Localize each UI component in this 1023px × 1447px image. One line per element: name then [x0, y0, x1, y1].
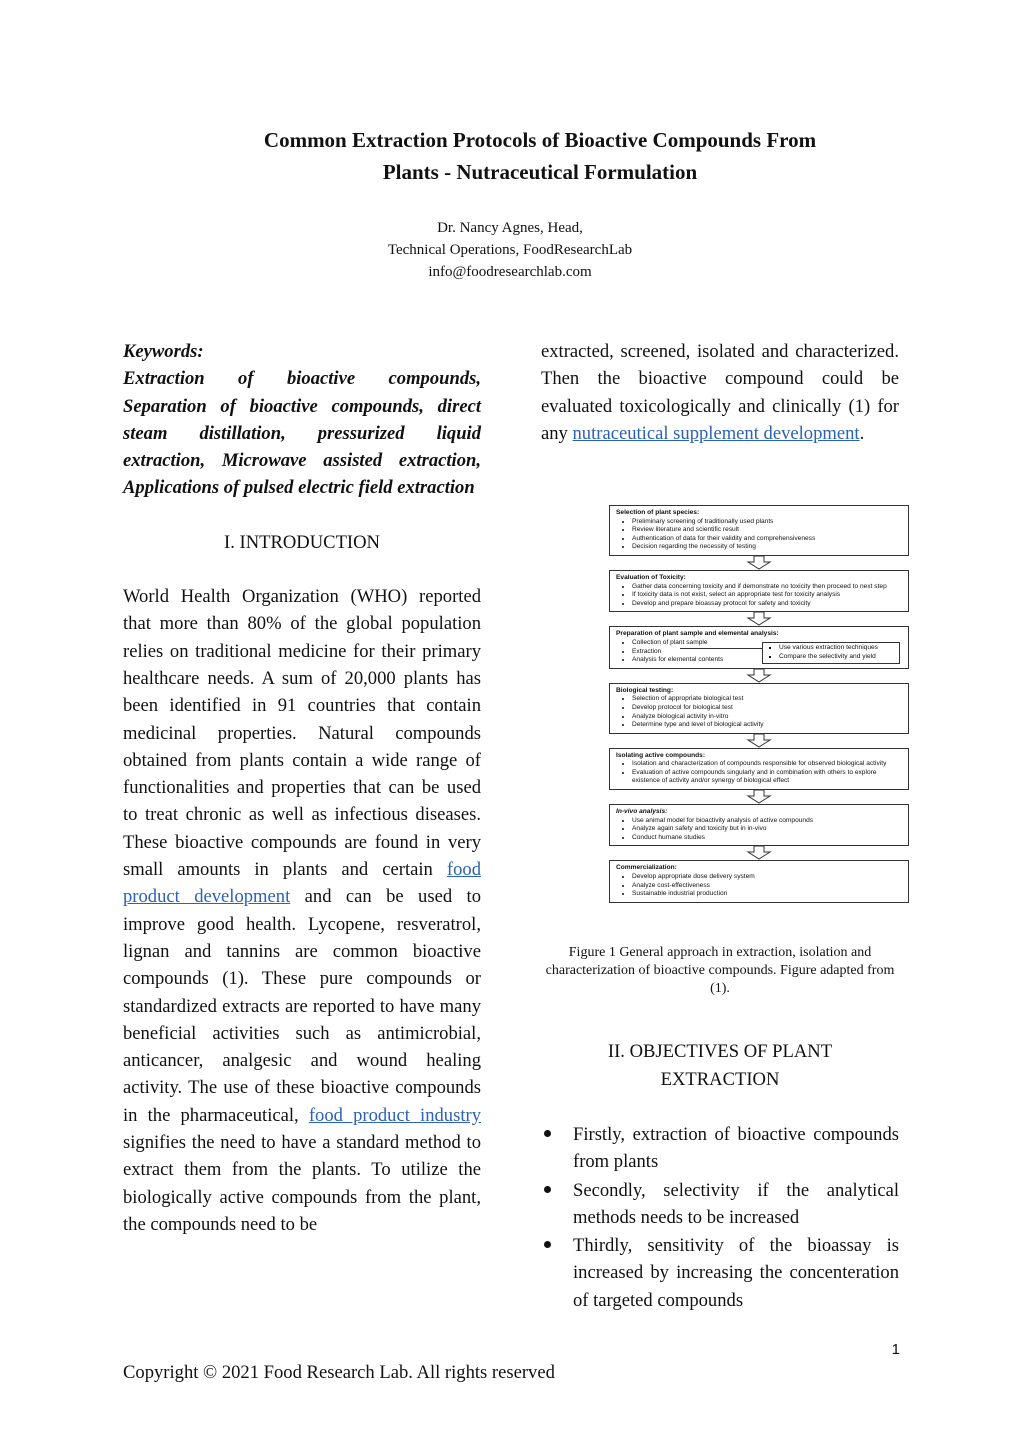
list-item-text: Secondly, selectivity if the analytical methods needs to be increased: [573, 1179, 899, 1228]
flow-item: • If toxicity data is not exist, select an appropriate test for toxicity analysis: [632, 591, 902, 600]
flow-sub-item: ▪ Use various extraction techniques: [779, 644, 895, 653]
flow-item: • Evaluation of active compounds singularly and in combination with others to explore existence of activity and/or synergy of biological effect: [632, 769, 902, 786]
list-item: [541, 1232, 899, 1314]
flow-step-toxicity: [609, 570, 909, 612]
flow-step-title: Isolating active compounds:: [616, 751, 706, 759]
list-item-text: Firstly, extraction of bioactive compounds from plants: [573, 1124, 899, 1173]
author-name: Dr. Nancy Agnes, Head,: [437, 220, 583, 236]
author-block: [260, 217, 760, 283]
flow-item: • Analyze biological activity in-vitro: [632, 713, 902, 722]
flow-step-title: Commercialization:: [616, 864, 677, 872]
left-column: [123, 338, 481, 1238]
flow-item: • Authentication of data for their validity and comprehensiveness: [632, 535, 902, 544]
keywords-text: Extraction of bioactive compounds, Separation of bioactive compounds, direct steam distillation, pressurized liquid extraction, Microwave assisted extraction, Applications of pulsed electric field extraction: [123, 368, 481, 499]
intro-continued-paragraph: [541, 338, 899, 447]
flow-item: • Review literature and scientific result: [632, 526, 902, 535]
page-number: 1: [891, 1341, 900, 1358]
flow-item: • Gather data concerning toxicity and if demonstrate no toxicity then proceed to next step: [632, 583, 902, 592]
list-item: [541, 1177, 899, 1232]
flow-arrow: [609, 734, 909, 748]
author-email: info@foodresearchlab.com: [428, 264, 592, 280]
flow-item: • Determine type and level of biological activity: [632, 721, 902, 730]
flow-item: • Isolation and characterization of compounds responsible for observed biological activity: [632, 760, 902, 769]
food-product-development-link[interactable]: food product development: [123, 859, 481, 908]
flow-item: • Use animal model for bioactivity analysis of active compounds: [632, 817, 902, 826]
food-product-industry-link[interactable]: food product industry: [308, 1104, 481, 1126]
flow-arrow: [609, 556, 909, 570]
bullet-icon: [541, 1177, 573, 1232]
intro-text-2: and can be used to improve good health. Lycopene, resveratrol, lignan and tannins are common bioactive compounds (1). These pure compounds or standardized extracts are reported to have many beneficial activities such as antimicrobial, anticancer, analgesic and wound healing activity. The use of these bioactive compounds in the pharmaceutical,: [123, 886, 481, 1126]
flow-step-commercialization: [609, 860, 909, 902]
intro-text-1: World Health Organization (WHO) reported that more than 80% of the global population relies on traditional medicine for their primary healthcare needs. A sum of 20,000 plants has been identified in 91 countries that contain medicinal properties. Natural compounds obtained from plants contain a wide range of functionalities and properties that can be used to treat chronic as well as infectious diseases. These bioactive compounds are found in very small amounts in plants and certain: [123, 586, 481, 881]
flow-step-in-vivo: [609, 804, 909, 846]
flow-arrow: [609, 669, 909, 683]
keywords-heading: Keywords:: [123, 341, 204, 362]
flow-item: • Preliminary screening of traditionally used plants: [632, 518, 902, 527]
flow-item: • Develop protocol for biological test: [632, 704, 902, 713]
author-affiliation: Technical Operations, FoodResearchLab: [387, 242, 633, 258]
list-item-text: Thirdly, sensitivity of the bioassay is increased by increasing the concenteration of targeted compounds: [573, 1235, 899, 1311]
right-column: [541, 338, 899, 447]
flow-item: • Collection of plant sample: [632, 639, 902, 648]
flow-step-isolating: [609, 748, 909, 790]
flow-arrow: [609, 790, 909, 804]
flow-arrow: [609, 612, 909, 626]
flow-item: • Selection of appropriate biological test: [632, 695, 902, 704]
objectives-heading-line2: EXTRACTION: [660, 1068, 780, 1090]
objectives-heading: [541, 1038, 899, 1093]
flowchart-figure: [609, 505, 909, 903]
bullet-icon: [541, 1121, 573, 1176]
objectives-heading-line1: II. OBJECTIVES OF PLANT: [607, 1041, 833, 1062]
footer-copyright: Copyright © 2021 Food Research Lab. All rights reserved: [123, 1362, 555, 1383]
bullet-icon: [541, 1232, 573, 1314]
flow-item: • Decision regarding the necessity of testing: [632, 543, 902, 552]
intro-continued-text-1: extracted, screened, isolated and characterized. Then the bioactive compound could be evaluated toxicologically and clinically (1) for any: [541, 341, 899, 444]
flow-item: • Develop and prepare bioassay protocol for safety and toxicity: [632, 600, 902, 609]
flow-step-title: Biological testing:: [616, 686, 674, 694]
flow-sub-item: ▪ Compare the selectivity and yield: [779, 653, 895, 662]
intro-paragraph: [123, 583, 481, 1238]
flow-item: • Develop appropriate dose delivery system: [632, 873, 902, 882]
flow-step-biological: [609, 683, 909, 734]
extraction-sub-box: [762, 642, 900, 663]
paper-title: [180, 124, 900, 188]
flow-arrow: [609, 846, 909, 860]
list-item: [541, 1121, 899, 1176]
flow-item: • Analysis for elemental contents: [632, 656, 902, 665]
objectives-list: [541, 1121, 899, 1315]
flow-item: • Extraction: [632, 648, 902, 657]
flow-item: • Conduct humane studies: [632, 834, 902, 843]
flow-step-selection: [609, 505, 909, 556]
flow-step-title: Preparation of plant sample and elemental analysis:: [616, 630, 779, 638]
flow-item: • Analyze again safety and toxicity but in in-vivo: [632, 825, 902, 834]
intro-text-3: signifies the need to have a standard method to extract them from the plants. To utilize the biologically active compounds from the plant, the compounds need to be: [123, 1132, 481, 1235]
flow-item: • Analyze cost-effectiveness: [632, 882, 902, 891]
connector-line: [680, 648, 762, 649]
paper-title-line2: Plants - Nutraceutical Formulation: [382, 160, 698, 184]
flow-step-preparation: [609, 626, 909, 668]
flow-step-title: Evaluation of Toxicity:: [616, 573, 686, 581]
intro-heading: I. INTRODUCTION: [224, 531, 380, 553]
figure-caption: Figure 1 General approach in extraction, isolation and characterization of bioactive compounds. Figure adapted from (1).: [545, 945, 895, 996]
paper-title-line1: Common Extraction Protocols of Bioactive Compounds From: [263, 128, 817, 152]
intro-continued-text-2: .: [859, 422, 865, 444]
flow-step-title: In-vivo analysis:: [616, 808, 668, 816]
flow-item: • Sustainable industrial production: [632, 890, 902, 899]
flow-step-title: Selection of plant species:: [616, 509, 700, 516]
nutraceutical-supplement-link[interactable]: nutraceutical supplement development: [572, 422, 860, 444]
